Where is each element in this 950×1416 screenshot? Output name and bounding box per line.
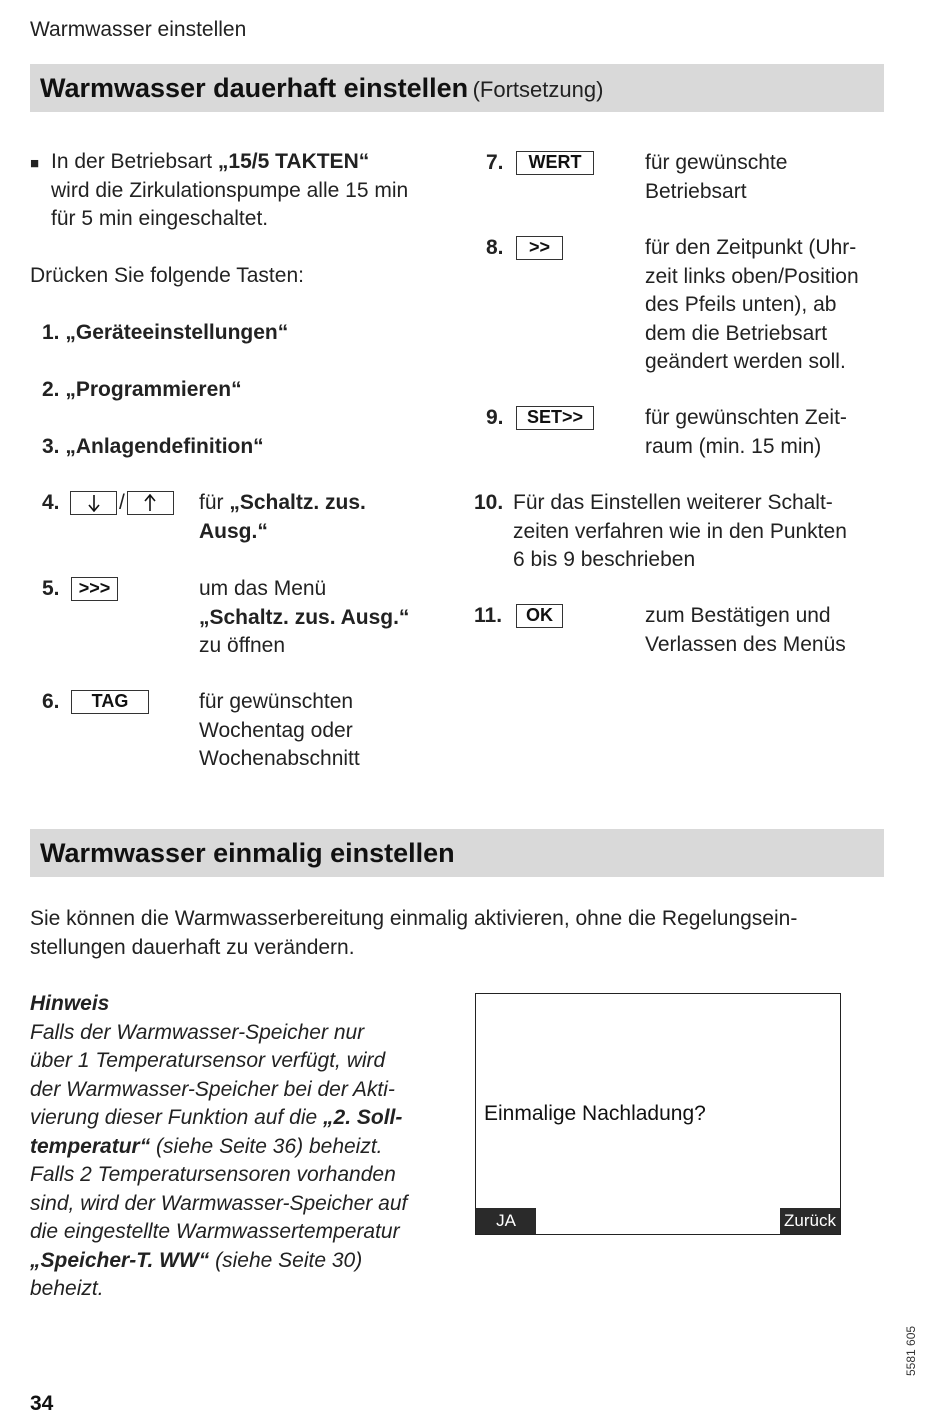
desc-text: Betriebsart: [645, 179, 747, 203]
bullet-line-2: wird die Zirkulationspumpe alle 15 min: [51, 178, 409, 202]
step-number: 1.: [42, 321, 60, 344]
bullet-line-3: für 5 min eingeschaltet.: [51, 207, 269, 230]
step-label: „Programmieren“: [65, 378, 242, 401]
document-code: 5581 605: [904, 1325, 918, 1376]
intro-line: Sie können die Warmwasserbereitung einmalig aktivieren, ohne die Regelungsein-: [30, 907, 798, 930]
note-line: (siehe Seite 30): [209, 1248, 363, 1272]
menu-name: „Schaltz. zus. Ausg.“: [199, 605, 410, 629]
desc-text: Für das Einstellen weiterer Schalt-: [513, 491, 833, 514]
mode-name: „15/5 TAKTEN“: [217, 150, 370, 173]
arrow-up-icon: [143, 494, 157, 512]
intro-paragraph: [30, 905, 797, 962]
bullet-line-1: In der Betriebsart: [51, 150, 218, 173]
yes-softkey[interactable]: JA: [476, 1208, 536, 1234]
note-line: beheizt.: [30, 1277, 104, 1300]
intro-line: stellungen dauerhaft zu verändern.: [30, 935, 355, 959]
note-line: Falls 2 Temperatursensoren vorhanden: [30, 1163, 396, 1186]
next-key: >>: [516, 236, 563, 260]
back-softkey[interactable]: Zurück: [780, 1208, 840, 1234]
wert-key: WERT: [516, 151, 594, 175]
desc-text: Verlassen des Menüs: [645, 632, 846, 656]
step-8-desc: [645, 234, 859, 377]
section-header-permanent: [30, 64, 884, 112]
desc-text: Wochenabschnitt: [199, 747, 360, 770]
note-line: vierung dieser Funktion auf die: [30, 1106, 324, 1129]
desc-text: raum (min. 15 min): [645, 434, 822, 458]
setting-name: „Speicher-T. WW“: [30, 1248, 210, 1272]
arrow-down-icon: [87, 494, 101, 512]
desc-text: zeit links oben/Position: [645, 264, 859, 288]
menu-name: „Schaltz. zus.: [229, 491, 366, 514]
running-head: Warmwasser einstellen: [30, 18, 247, 41]
step-number: 7.: [486, 151, 504, 174]
step-10-text: [513, 489, 847, 575]
step-label: „Geräteeinstellungen“: [65, 321, 289, 344]
desc-text: für den Zeitpunkt (Uhr-: [645, 236, 857, 259]
note-line: der Warmwasser-Speicher bei der Akti-: [30, 1077, 395, 1101]
desc-text: geändert werden soll.: [645, 350, 846, 373]
note-line: Falls der Warmwasser-Speicher nur: [30, 1020, 365, 1044]
step-number: 11.: [474, 604, 503, 627]
step-2: [42, 376, 242, 405]
tag-key: TAG: [71, 690, 149, 714]
desc-text: um das Menü: [199, 577, 327, 600]
section-title: Warmwasser einmalig einstellen: [40, 838, 455, 868]
page-number: 34: [30, 1392, 54, 1415]
press-keys-text: Drücken Sie folgende Tasten:: [30, 264, 304, 287]
ok-key: OK: [516, 604, 563, 628]
note-line: sind, wird der Warmwasser-Speicher auf: [30, 1191, 408, 1215]
arrow-down-key: [70, 491, 117, 515]
bullet-paragraph: [51, 148, 408, 234]
step-number: 2.: [42, 378, 60, 401]
arrow-keys: [70, 491, 174, 520]
desc-text: für: [199, 491, 230, 514]
section-title: Warmwasser dauerhaft einstellen: [40, 73, 469, 103]
step-number: 9.: [486, 406, 504, 429]
step-9-desc: [645, 404, 847, 461]
note-line: über 1 Temperatursensor verfügt, wird: [30, 1049, 386, 1072]
desc-text: zum Bestätigen und: [645, 604, 831, 627]
forward-key: >>>: [71, 577, 118, 601]
desc-text: für gewünschten Zeit-: [645, 406, 847, 429]
section-header-once: [30, 829, 884, 877]
note-line: die eingestellte Warmwassertemperatur: [30, 1220, 400, 1243]
desc-text: des Pfeils unten), ab: [645, 293, 837, 316]
desc-text: für gewünschte: [645, 151, 788, 174]
menu-name: Ausg.“: [199, 519, 268, 543]
step-4-desc: [199, 489, 366, 546]
step-label: „Anlagendefinition“: [65, 435, 264, 458]
desc-text: zu öffnen: [199, 634, 286, 657]
step-number: 4.: [42, 491, 60, 514]
section-subtitle: (Fortsetzung): [472, 77, 604, 102]
step-number: 10.: [474, 491, 504, 514]
controller-display: [475, 993, 841, 1235]
desc-text: für gewünschten: [199, 690, 354, 713]
display-prompt: Einmalige Nachladung?: [484, 1102, 706, 1125]
note-line: (siehe Seite 36) beheizt.: [150, 1134, 383, 1158]
step-number: 5.: [42, 577, 60, 600]
desc-text: 6 bis 9 beschrieben: [513, 548, 696, 571]
step-3: [42, 433, 264, 462]
step-number: 8.: [486, 236, 504, 259]
step-5-desc: [199, 575, 409, 661]
note-heading: Hinweis: [30, 992, 110, 1015]
key-separator: /: [119, 491, 125, 514]
step-1: [42, 319, 288, 348]
setting-name: „2. Soll-: [323, 1106, 403, 1129]
step-6-desc: [199, 688, 360, 774]
desc-text: Wochentag oder: [199, 718, 353, 742]
desc-text: dem die Betriebsart: [645, 321, 828, 345]
arrow-up-key: [127, 491, 174, 515]
step-number: 6.: [42, 690, 60, 713]
step-7-desc: [645, 149, 787, 206]
desc-text: zeiten verfahren wie in den Punkten: [513, 519, 847, 543]
set-key: SET>>: [516, 406, 594, 430]
bullet-icon: ■: [30, 155, 40, 172]
note-block: [30, 990, 407, 1304]
step-number: 3.: [42, 435, 60, 458]
step-11-desc: [645, 602, 846, 659]
setting-name: temperatur“: [30, 1134, 151, 1158]
